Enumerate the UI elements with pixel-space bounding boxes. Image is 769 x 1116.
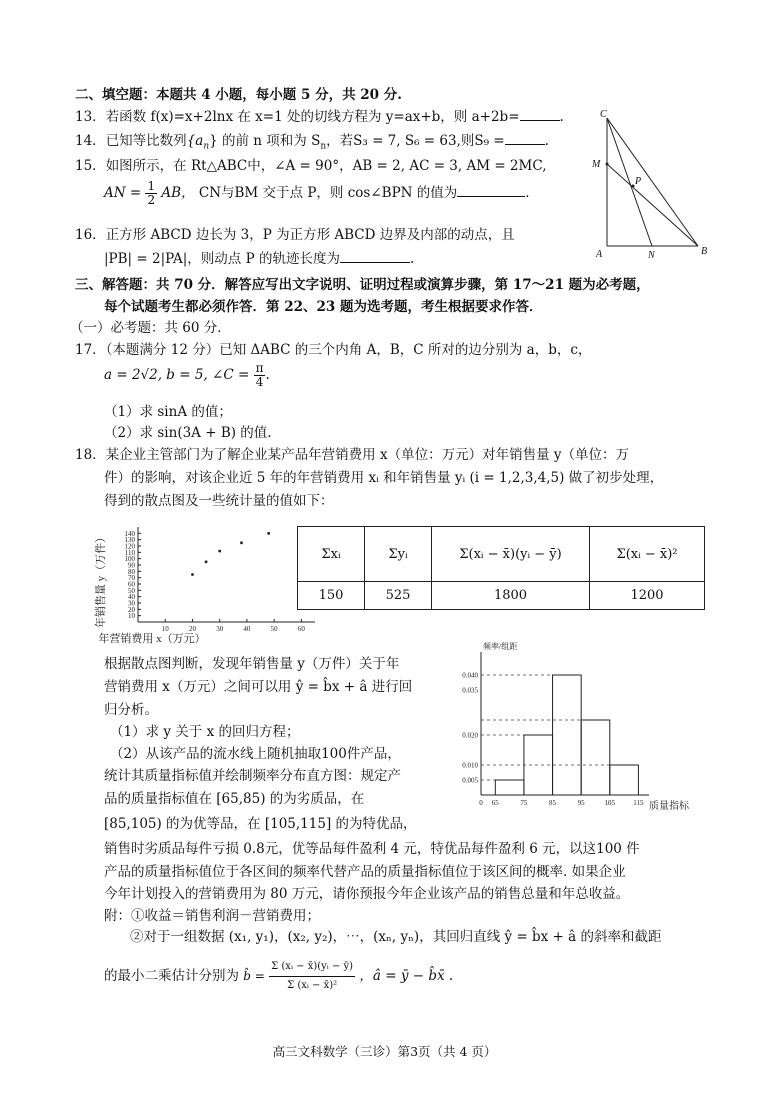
hist-bar bbox=[610, 765, 639, 795]
scatter-point bbox=[240, 541, 243, 544]
q14-number: 14． bbox=[75, 133, 106, 149]
scatter-y-tick-label: 50 bbox=[128, 586, 135, 595]
q14-text-a: 已知等比数列 bbox=[105, 133, 187, 149]
q18-p3: 归分析。 bbox=[104, 702, 158, 718]
scatter-y-tick-label: 60 bbox=[128, 580, 135, 589]
scatter-x-tick-label: 60 bbox=[297, 625, 305, 633]
q18-number: 18． bbox=[75, 447, 106, 463]
q13-text: 若函数 f(x)=x+2lnx 在 x=1 处的切线方程为 y=ax+b，则 a+2b= bbox=[105, 109, 520, 125]
scatter-y-tick-label: 130 bbox=[124, 536, 135, 545]
q14-sn-sub: n bbox=[320, 141, 327, 152]
scatter-y-tick-label: 10 bbox=[128, 612, 135, 621]
q14-text-b: } 的前 n 项和为 S bbox=[209, 133, 321, 149]
q14-answer-blank bbox=[505, 144, 545, 145]
q17-fraction bbox=[254, 362, 266, 389]
question-13: 13．若函数 f(x)=x+2lnx 在 x=1 处的切线方程为 y=ax+b，则 a+2b= . bbox=[75, 109, 564, 125]
table-cell: 1200 bbox=[590, 582, 705, 610]
table-header-sum-xx: Σ(xᵢ − x̄)² bbox=[590, 527, 705, 582]
q17-sub2: （2）求 sin(3A + B) 的值. bbox=[104, 425, 272, 441]
question-17-line1 bbox=[75, 338, 591, 358]
q15-vector-ab: AB， bbox=[161, 185, 195, 201]
label-m: M bbox=[592, 159, 601, 170]
q15-vector-an: AN = bbox=[104, 185, 142, 201]
scatter-point bbox=[218, 550, 221, 553]
section2-heading: 二、填空题：本题共 4 小题，每小题 5 分，共 20 分. bbox=[75, 87, 402, 103]
q17-frac-den: 4 bbox=[255, 375, 264, 389]
table-header-sum-x: Σxᵢ bbox=[298, 527, 365, 582]
scatter-y-tick-label: 100 bbox=[124, 555, 135, 564]
scatter-y-tick-label: 140 bbox=[124, 529, 135, 538]
table-header-sum-xy: Σ(xᵢ − x̄)(yᵢ − ȳ) bbox=[432, 527, 590, 582]
hist-x-tick-label: 85 bbox=[549, 799, 557, 807]
q17-given: a = 2√2, b = 5, ∠C = bbox=[104, 367, 250, 383]
scatter-x-tick-label: 20 bbox=[188, 625, 196, 633]
hist-bar bbox=[553, 675, 582, 795]
label-n: N bbox=[648, 250, 655, 260]
q14-text-c: ，若S₃ = 7, S₆ = 63,则S₉ = bbox=[326, 133, 505, 149]
hist-y-tick-label: 0.005 bbox=[462, 776, 478, 785]
q14-seq: {a bbox=[186, 133, 204, 149]
question-14: 14．已知等比数列$\{a_n\}$ 的前 n 项和为 $S_n$，若S₃ = 7, S₆ = 63,则S₉ = . bbox=[75, 133, 549, 152]
hist-x-tick-label: 65 bbox=[491, 799, 499, 807]
scatter-y-tick-label: 120 bbox=[124, 542, 135, 551]
hist-x-tick-label: 75 bbox=[520, 799, 528, 807]
hist-title: 频率/组距 bbox=[483, 642, 518, 651]
hist-xlabel: 质量指标 bbox=[649, 801, 689, 812]
q18-line1: 某企业主管部门为了解企业某产品年营销费用 x（单位：万元）对年销售量 y（单位：万 bbox=[105, 447, 630, 463]
scatter-point bbox=[267, 532, 270, 535]
label-p: P bbox=[635, 176, 642, 187]
q17-frac-num: π bbox=[255, 361, 264, 375]
label-b: B bbox=[701, 246, 708, 257]
table-cell: 525 bbox=[365, 582, 432, 610]
q18-note3 bbox=[104, 958, 453, 995]
q18-line3: 得到的散点图及一些统计量的值如下： bbox=[104, 493, 334, 509]
hist-y-tick-label: 0.010 bbox=[462, 761, 478, 770]
hist-y-tick-label: 0.040 bbox=[462, 671, 478, 680]
q18-bhat-fraction bbox=[269, 958, 355, 995]
table-header-sum-y: Σyᵢ bbox=[365, 527, 432, 582]
scatter-y-tick-label: 90 bbox=[128, 561, 135, 570]
segment-cn bbox=[607, 118, 652, 246]
hist-bar bbox=[581, 720, 610, 795]
q18-s5: [85,105) 的为优等品，在 [105,115] 的为特优品， bbox=[104, 816, 417, 832]
q18-note2: ②对于一组数据 (x₁, y₁)，(x₂, y₂)，⋯，(xₙ, yₙ)，其回归直线 ŷ = b̂x + â 的斜率和截距 bbox=[130, 929, 662, 945]
q15-frac-num: 1 bbox=[147, 179, 156, 193]
q15-fraction bbox=[145, 180, 157, 207]
table-cell: 150 bbox=[298, 582, 365, 610]
scatter-y-tick-label: 20 bbox=[128, 605, 135, 614]
q18-bhat-denominator: Σ (xᵢ − x̄)² bbox=[287, 980, 338, 991]
q17-sub1: （1）求 sinA 的值； bbox=[104, 404, 232, 420]
scatter-point bbox=[191, 573, 194, 576]
question-15-line2: AN = $\frac{1}{2}$ AB， CN与BM 交于点 P，则 cos∠BPN 的值为 . bbox=[104, 179, 530, 207]
scatter-y-tick-label: 80 bbox=[128, 567, 135, 576]
scatter-y-tick-label: 110 bbox=[124, 548, 135, 557]
segment-bm bbox=[607, 164, 698, 246]
scatter-ylabel: 年销售量 y（万件） bbox=[95, 531, 107, 629]
scatter-y-tick-label: 30 bbox=[128, 599, 135, 608]
q18-line2: 件）的影响，对该企业近 5 年的年营销费用 xᵢ 和年销售量 yᵢ (i = 1,2,3,4,5) 做了初步处理， bbox=[104, 470, 664, 486]
question-17-given bbox=[104, 362, 270, 389]
table-header-row bbox=[298, 527, 705, 582]
scatter-x-tick-label: 40 bbox=[243, 625, 251, 633]
q15-frac-den: 2 bbox=[147, 193, 156, 207]
scatter-point bbox=[205, 560, 208, 563]
q16-answer-blank bbox=[340, 262, 410, 263]
statistics-table bbox=[297, 526, 705, 610]
q17-line1: （本题满分 12 分）已知 ΔABC 的三个内角 A，B，C 所对的边分别为 a，b，c， bbox=[105, 342, 592, 358]
part1-heading: （一）必考题：共 60 分． bbox=[70, 320, 231, 336]
q17-number: 17． bbox=[75, 342, 106, 358]
q15-answer-blank bbox=[457, 196, 525, 197]
q18-note3-b: ，â = ȳ − b̂x̄ . bbox=[359, 968, 454, 984]
scatter-xlabel: 年营销费用 x（万元） bbox=[98, 633, 206, 645]
scatter-x-tick-label: 30 bbox=[216, 625, 224, 633]
q17-end: . bbox=[265, 367, 270, 383]
q16-number: 16． bbox=[75, 227, 106, 243]
q13-answer-blank bbox=[520, 120, 560, 121]
hist-x-tick-label: 115 bbox=[633, 799, 644, 807]
q15-line1: 如图所示，在 Rt△ABC中，∠A = 90°，AB = 2, AC = 3, AM = 2MC, bbox=[105, 158, 547, 174]
q18-p2: 营销费用 x（万元）之间可以用 ŷ = b̂x + â 进行回 bbox=[104, 679, 413, 695]
hist-x-tick-label: 105 bbox=[604, 799, 616, 807]
q15-line2-rest: CN与BM 交于点 P，则 cos∠BPN 的值为 bbox=[198, 185, 458, 201]
q16-line2: |PB| = 2|PA|，则动点 P 的轨迹长度为 bbox=[104, 251, 340, 267]
scatter-x-tick-label: 50 bbox=[270, 625, 278, 633]
triangle-figure bbox=[590, 108, 715, 260]
scatter-plot bbox=[90, 515, 320, 645]
hist-y-tick-label: 0.035 bbox=[462, 686, 478, 695]
q18-s7: 产品的质量指标值位于各区间的频率代替产品的质量指标值位于该区间的概率. 如果企业 bbox=[104, 864, 626, 880]
question-15-line1 bbox=[75, 154, 546, 174]
hist-origin-label: 0 bbox=[479, 799, 483, 807]
scatter-y-tick-label: 40 bbox=[128, 593, 135, 602]
scatter-y-tick-label: 70 bbox=[128, 574, 135, 583]
q18-bhat: b̂ = bbox=[243, 969, 265, 983]
section3-heading-line1: 三、解答题：共 70 分．解答应写出文字说明、证明过程或演算步骤，第 17～21 题为必考题， bbox=[75, 277, 650, 293]
q18-p1: 根据散点图判断，发现年销售量 y（万件）关于年 bbox=[104, 656, 400, 672]
q13-number: 13． bbox=[75, 109, 106, 125]
hist-bar bbox=[495, 780, 524, 795]
label-a: A bbox=[596, 249, 603, 260]
question-16-line2: |PB| = 2|PA|，则动点 P 的轨迹长度为 . bbox=[104, 251, 415, 267]
question-18-line1 bbox=[75, 443, 629, 463]
q16-line1: 正方形 ABCD 边长为 3，P 为正方形 ABCD 边界及内部的动点，且 bbox=[105, 227, 515, 243]
page-footer: 高三文科数学（三诊）第3页（共 4 页） bbox=[272, 1044, 497, 1059]
hist-x-tick-label: 95 bbox=[577, 799, 585, 807]
q18-s3: 统计其质量指标值并绘制频率分布直方图：规定产 bbox=[104, 768, 401, 784]
hist-y-tick-label: 0.020 bbox=[462, 731, 478, 740]
table-value-row bbox=[298, 582, 705, 610]
table-cell: 1800 bbox=[432, 582, 590, 610]
q18-s8: 今年计划投入的营销费用为 80 万元，请你预报今年企业该产品的销售总量和年总收益。 bbox=[104, 886, 630, 902]
section3-heading-line2: 每个试题考生都必须作答．第 22、23 题为选考题，考生根据要求作答． bbox=[104, 299, 543, 315]
q14-seq-sub: n bbox=[203, 141, 210, 152]
q18-s4: 品的质量指标值在 [65,85) 的为劣质品，在 bbox=[104, 791, 365, 807]
scatter-x-tick-label: 10 bbox=[161, 625, 169, 633]
q18-sub2: （2）从该产品的流水线上随机抽取100件产品， bbox=[110, 746, 401, 762]
frequency-histogram bbox=[445, 640, 705, 820]
q18-sub1: （1）求 y 关于 x 的回归方程； bbox=[110, 724, 300, 740]
point-m bbox=[606, 163, 609, 166]
q18-bhat-numerator: Σ (xᵢ − x̄)(yᵢ − ȳ) bbox=[269, 958, 355, 977]
side-cb bbox=[607, 118, 698, 246]
q15-number: 15． bbox=[75, 158, 106, 174]
q18-note3-a: 的最小二乘估计分别为 bbox=[104, 968, 239, 984]
label-c: C bbox=[600, 109, 607, 120]
q18-note1: 附：①收益＝销售利润－营销费用； bbox=[104, 908, 320, 924]
question-16-line1 bbox=[75, 223, 515, 243]
q18-s6: 销售时劣质品每件亏损 0.8元，优等品每件盈利 4 元，特优品每件盈利 6 元，以这100 件 bbox=[104, 841, 640, 857]
